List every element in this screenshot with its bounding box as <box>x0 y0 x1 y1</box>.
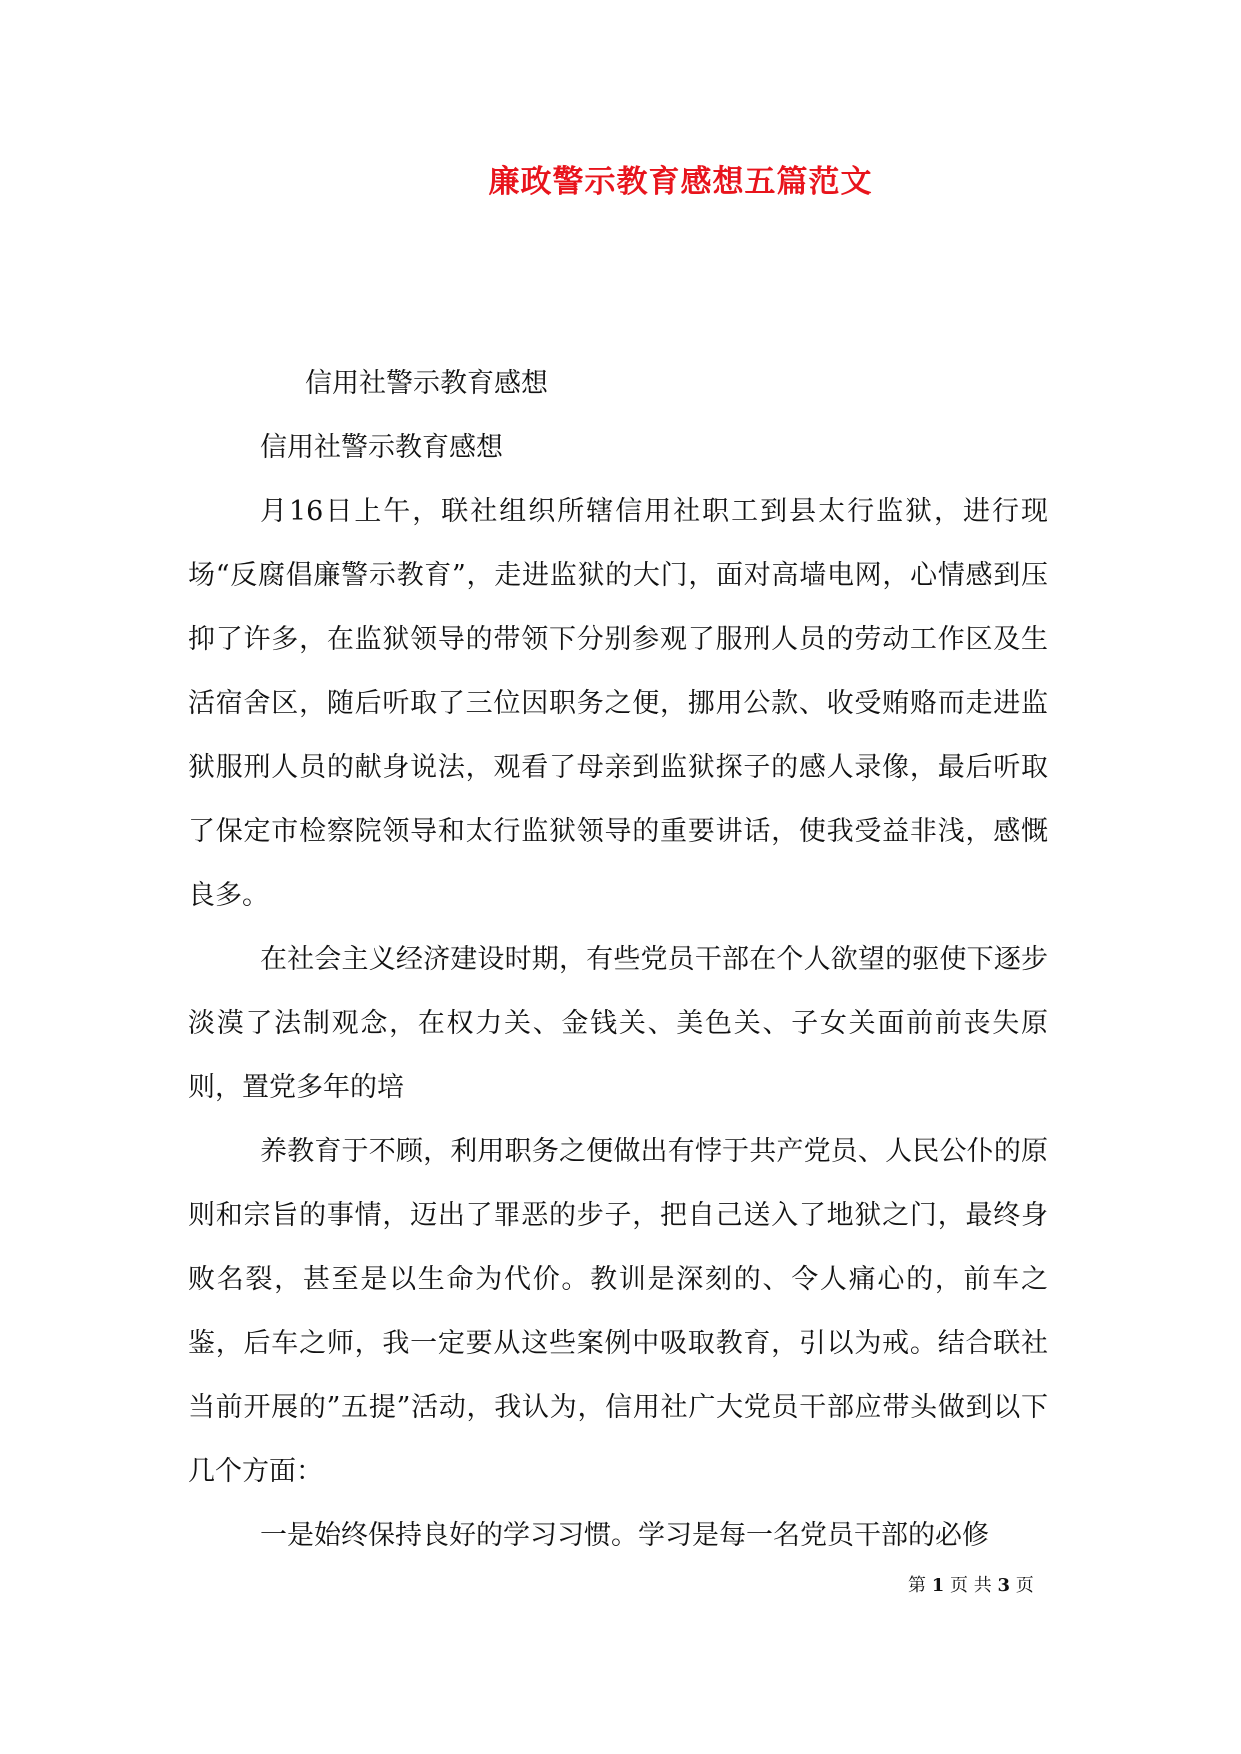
paragraph: 月16日上午，联社组织所辖信用社职工到县太行监狱，进行现场“反腐倡廉警示教育”，走进监狱的大门，面对高墙电网，心情感到压抑了许多，在监狱领导的带领下分别参观了服刑人员的劳动工作区及生活宿舍区，随后听取了三位因职务之便，挪用公款、收受贿赂而走进监狱服刑人员的献身说法，观看了母亲到监狱探子的感人录像，最后听取了保定市检察院领导和太行监狱领导的重要讲话，使我受益非浅，感慨良多。 <box>188 496 1048 911</box>
paragraph-heading: 信用社警示教育感想 <box>305 368 548 399</box>
document-body <box>188 352 1048 1568</box>
footer-suffix: 页 <box>1015 1575 1034 1596</box>
page-footer <box>908 1574 1034 1598</box>
paragraph: 在社会主义经济建设时期，有些党员干部在个人欲望的驱使下逐步淡漠了法制观念，在权力关、金钱关、美色关、子女关面前前丧失原则，置党多年的培 <box>188 944 1048 1103</box>
footer-prefix: 第 <box>908 1575 926 1596</box>
document-title: 廉政警示教育感想五篇范文 <box>488 164 873 200</box>
footer-middle: 页 共 <box>950 1575 992 1596</box>
paragraph-subheading: 信用社警示教育感想 <box>260 432 503 463</box>
footer-current-page: 1 <box>931 1575 945 1596</box>
paragraph: 一是始终保持良好的学习习惯。学习是每一名党员干部的必修 <box>260 1520 989 1551</box>
paragraph: 养教育于不顾，利用职务之便做出有悖于共产党员、人民公仆的原则和宗旨的事情，迈出了罪恶的步子，把自己送入了地狱之门，最终身败名裂，甚至是以生命为代价。教训是深刻的、令人痛心的，前车之鉴，后车之师，我一定要从这些案例中吸取教育，引以为戒。结合联社当前开展的”五提”活动，我认为，信用社广大党员干部应带头做到以下几个方面： <box>188 1136 1048 1487</box>
footer-total-pages: 3 <box>997 1575 1010 1596</box>
